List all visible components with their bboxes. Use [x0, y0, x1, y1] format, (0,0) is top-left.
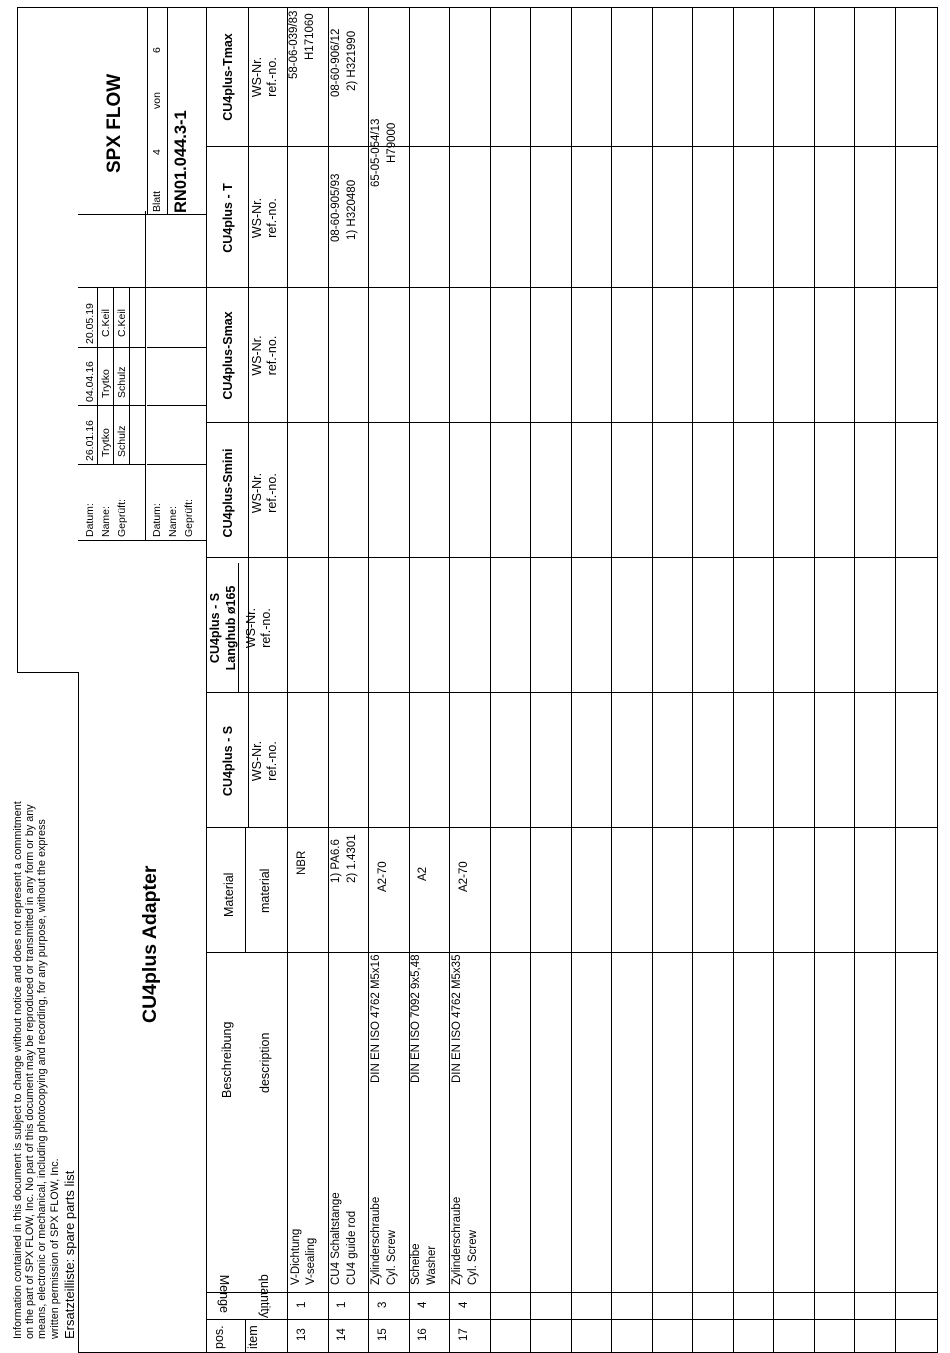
column-line	[206, 952, 937, 953]
disclaimer-line: Information contained in this document is subject to change without notice and does not represent a commitment	[12, 801, 24, 1339]
row-line	[409, 7, 410, 1353]
column-line	[206, 1292, 937, 1293]
column-line	[206, 287, 937, 288]
row-material-2: 2) 1.4301	[346, 834, 358, 883]
row-desc-en: Cyl. Screw	[467, 1230, 479, 1285]
column-line	[206, 692, 937, 693]
header-desc-en: description	[258, 1032, 272, 1093]
row-qty: 1	[296, 1301, 308, 1308]
rev-label2-name: Name:	[167, 506, 179, 537]
row-line	[571, 7, 572, 1353]
sheet-total: 6	[151, 47, 163, 53]
row-desc-de: Scheibe	[410, 1243, 422, 1285]
row-qty: 4	[458, 1301, 470, 1308]
disclaimer-line: means, electronic or mechanical, including photocopying and recording, for any purpose, without the express	[36, 819, 49, 1339]
variant-header-t: CU4plus - T	[221, 183, 235, 253]
row-qty: 4	[417, 1301, 429, 1308]
ws-label: WS-Nr.	[250, 740, 264, 782]
rev-label2-date: Datum:	[151, 503, 163, 537]
rev-col-line	[78, 405, 146, 406]
row-line	[328, 7, 329, 1353]
header-bottom	[287, 7, 288, 1353]
column-line	[206, 146, 937, 147]
row-qty: 1	[336, 1301, 348, 1308]
disclaimer	[12, 801, 61, 1339]
rev-col-line	[147, 405, 206, 406]
row-line	[368, 7, 369, 1353]
rev-label2-checked: Geprüft:	[183, 499, 195, 537]
doc-number: RN01.044.3-1	[172, 110, 190, 213]
row-line	[895, 7, 896, 1353]
row-material: A2-70	[377, 861, 389, 892]
ref-t-15b: H79000	[386, 122, 398, 163]
column-line	[206, 422, 937, 423]
ref-tmax-13b: H171060	[304, 13, 316, 60]
header-pos-en: item	[246, 1325, 260, 1349]
ref-tmax-14b: 2) H321990	[346, 30, 358, 91]
row-pos: 17	[458, 1328, 470, 1341]
rev-col-line	[147, 287, 207, 288]
row-pos: 16	[417, 1328, 429, 1341]
header-mat-de: Material	[222, 872, 236, 917]
sheet-number: 4	[151, 149, 163, 155]
variant-header-smini: CU4plus-Smini	[221, 448, 235, 538]
row-line	[652, 7, 653, 1353]
row-line	[854, 7, 855, 1353]
row-desc-de: Zylinderschraube	[370, 1196, 382, 1285]
row-norm: DIN EN ISO 7092 9x5,48	[410, 954, 422, 1083]
page-title: CU4plus Adapter	[139, 865, 161, 1023]
rev3-date: 20.05.19	[84, 303, 96, 344]
row-qty: 3	[377, 1301, 389, 1308]
ws-label: WS-Nr.	[250, 197, 264, 239]
header-qty-en: quantity	[258, 1274, 272, 1318]
row-material: NBR	[296, 850, 308, 875]
header-mat-en: material	[258, 868, 272, 913]
rev-col-line	[147, 347, 206, 348]
row-desc-de: Zylinderschraube	[451, 1196, 463, 1285]
row-norm: DIN EN ISO 4762 M5x35	[451, 954, 463, 1083]
rev-label-name: Name:	[100, 506, 112, 537]
row-line	[449, 7, 450, 1353]
header-desc-de: Beschreibung	[220, 1021, 234, 1098]
frame-top-right	[17, 7, 18, 673]
rev-col-line	[147, 464, 206, 465]
row-pos: 14	[336, 1328, 348, 1341]
variant-header-s-long: CU4plus - S	[208, 592, 222, 664]
rev1-checked: Schulz	[116, 425, 128, 457]
ws-label: WS-Nr.	[244, 607, 258, 649]
row-line	[611, 7, 612, 1353]
column-line	[206, 1319, 937, 1320]
row-pos: 15	[377, 1328, 389, 1341]
row-line	[692, 7, 693, 1353]
company-name: SPX FLOW	[104, 73, 125, 173]
frame-step	[17, 672, 79, 673]
doc-label: Ersatzteilliste: spare parts list	[62, 1170, 77, 1339]
ref-label: ref.-no.	[259, 608, 273, 648]
rev1-date: 26.01.16	[84, 420, 96, 461]
sheet-sep	[167, 7, 168, 215]
ref-label: ref.-no.	[265, 57, 279, 97]
disclaimer-line: written permission of SPX FLOW, Inc.	[48, 1158, 61, 1339]
row-desc-en: Cyl. Screw	[386, 1230, 398, 1285]
ref-label: ref.-no.	[265, 335, 279, 376]
rev-separator	[145, 211, 146, 541]
ref-t-15a: 65-05-054/13	[370, 118, 382, 187]
rev-col-line	[78, 464, 146, 465]
company-sep	[147, 7, 148, 215]
company-divider	[78, 214, 206, 215]
row-norm: DIN EN ISO 4762 M5x16	[370, 954, 382, 1083]
rev-label-checked: Geprüft:	[116, 499, 128, 537]
frame-top-left	[78, 673, 79, 1353]
row-material: A2-70	[458, 861, 470, 892]
variant-sub-line	[238, 563, 239, 693]
row-line	[530, 7, 531, 1353]
ref-tmax-14a: 08-60-906/12	[330, 28, 342, 97]
rev2-date: 04.04.16	[84, 361, 96, 402]
variant-header-s-long-sub: Langhub ø165	[224, 585, 238, 671]
ref-t-14b: 1) H320480	[346, 179, 358, 240]
row-line	[814, 7, 815, 1353]
row-line	[490, 7, 491, 1353]
ref-t-14a: 08-60-905/93	[330, 173, 342, 242]
disclaimer-line: on the part of SPX FLOW, Inc. No part of this document may be reproduced or transmitted in any form or by any	[24, 804, 37, 1339]
ref-tmax-13a: 58-06-039/83	[288, 10, 300, 79]
rev1-name: Trytko	[100, 428, 112, 457]
rev3-checked: C.Keil	[116, 308, 128, 337]
header-top	[206, 7, 207, 1353]
variant-header-s: CU4plus - S	[221, 725, 235, 797]
ws-label: WS-Nr.	[250, 56, 264, 98]
rev-row-line	[129, 288, 130, 465]
header-pos-de: pos.	[212, 1325, 226, 1349]
mat-header-split	[245, 828, 246, 953]
row-line	[773, 7, 774, 1353]
variant-header-smax: CU4plus-Smax	[221, 311, 235, 400]
sheet-label: Blatt	[151, 190, 163, 212]
rev-label-date: Datum:	[84, 503, 96, 537]
ref-label: ref.-no.	[265, 198, 279, 238]
ws-label: WS-Nr.	[250, 335, 264, 376]
variant-header-tmax: CU4plus-Tmax	[221, 33, 235, 121]
rev2-checked: Schulz	[116, 366, 128, 398]
rev-row-line	[113, 288, 114, 465]
rev3-name: C.Keil	[100, 308, 112, 337]
rev2-name: Trytko	[100, 369, 112, 398]
titleblock-vline	[78, 540, 206, 541]
rev-col-line	[78, 347, 146, 348]
row-desc-de: CU4 Schaltstange	[330, 1192, 342, 1285]
row-desc-en: Washer	[426, 1245, 438, 1285]
ref-label: ref.-no.	[265, 741, 279, 781]
column-line	[206, 827, 937, 828]
frame-bottom	[937, 7, 938, 1353]
row-desc-en: CU4 guide rod	[346, 1210, 358, 1285]
header-qty-de: Menge	[217, 1274, 231, 1313]
column-line	[206, 557, 937, 558]
row-line	[733, 7, 734, 1353]
row-desc-en: V-sealing	[305, 1237, 317, 1285]
rev-row-line	[97, 288, 98, 465]
row-pos: 13	[296, 1328, 308, 1341]
row-desc-de: V-Dichtung	[290, 1228, 302, 1285]
ref-label: ref.-no.	[265, 473, 279, 513]
row-material: 1) PA6.6	[330, 839, 342, 883]
variant-header-split	[248, 7, 249, 828]
sheet-of-label: von	[151, 92, 163, 109]
ws-label: WS-Nr.	[250, 472, 264, 514]
row-material: A2	[417, 866, 429, 881]
frame-right	[17, 7, 938, 8]
